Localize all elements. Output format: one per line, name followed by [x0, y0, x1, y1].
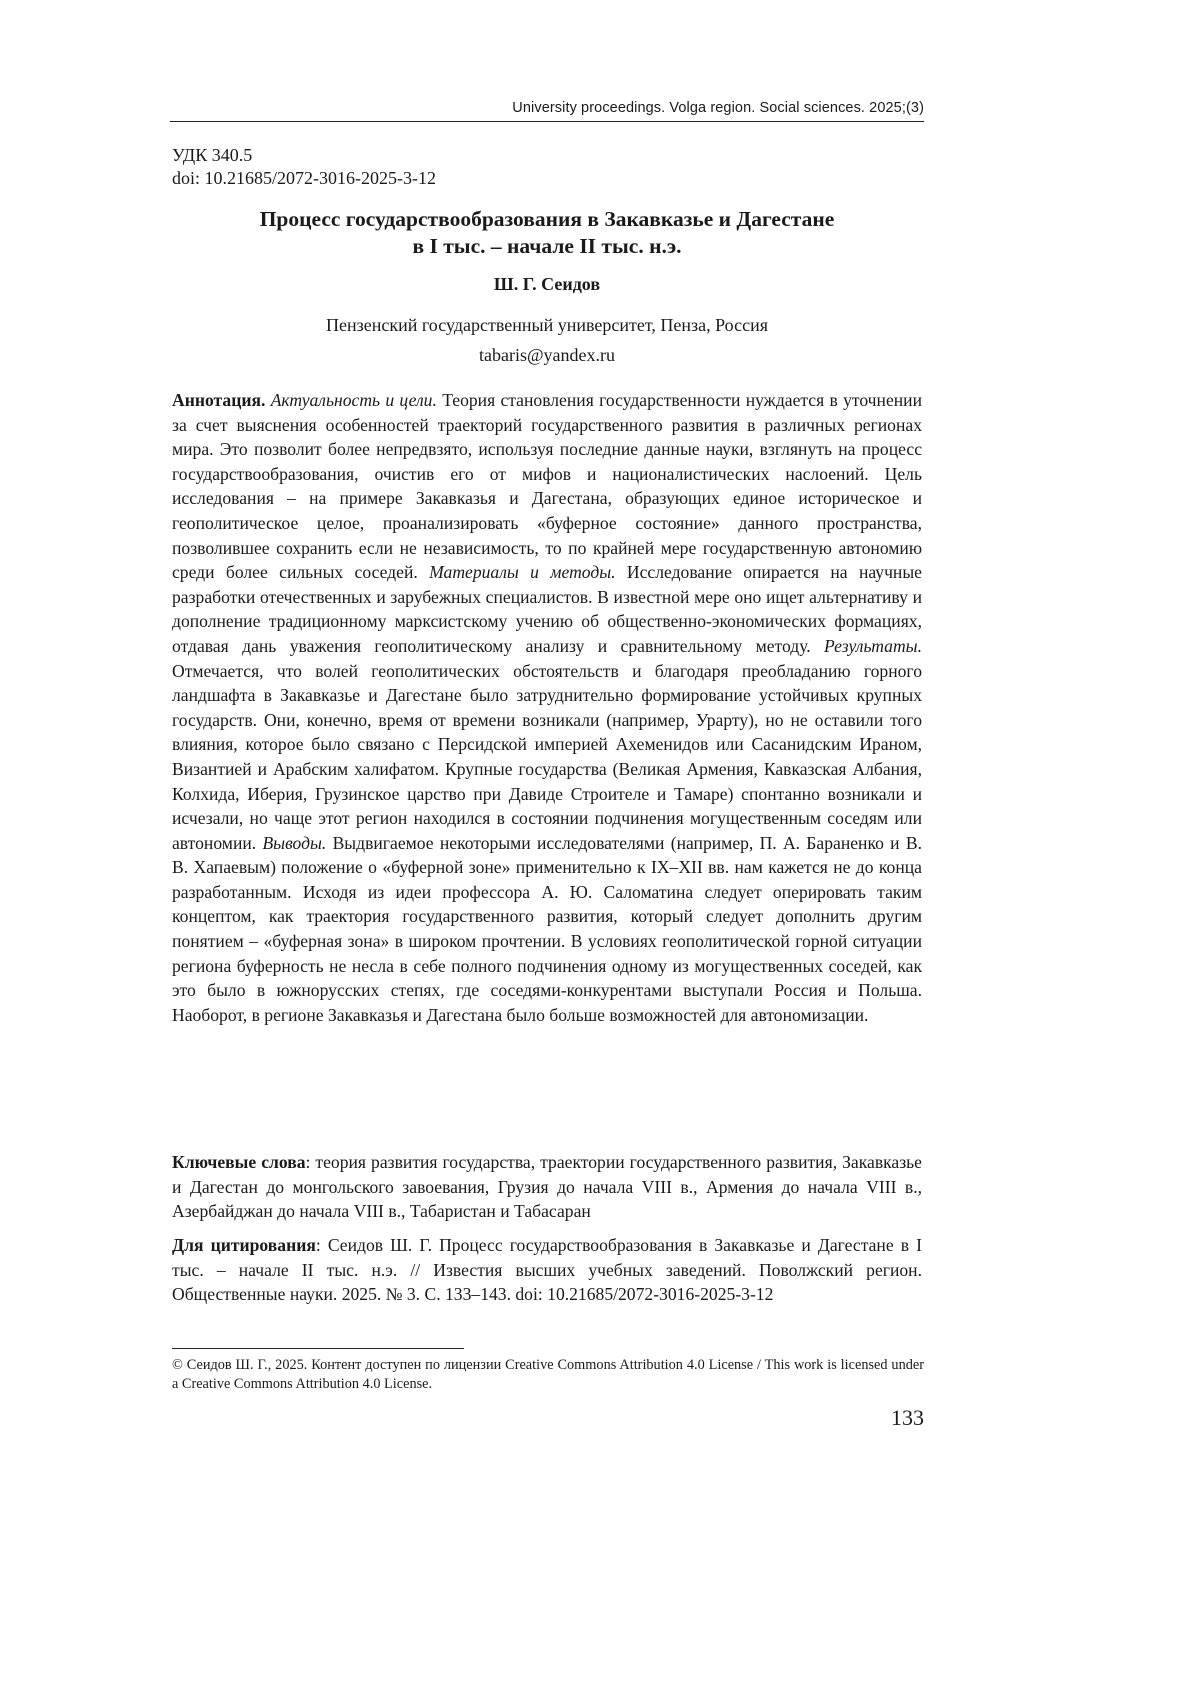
keywords [172, 1150, 922, 1224]
author-info [170, 310, 924, 370]
author-email: tabaris@yandex.ru [478, 345, 616, 365]
running-header: University proceedings. Volga region. Social sciences. 2025;(3) [170, 100, 924, 122]
title-line-2: в I тыс. – начале II тыс. н.э. [412, 234, 682, 258]
page-number: 133 [891, 1405, 924, 1430]
title-line-1: Процесс государствообразования в Закавказье и Дагестане [259, 207, 835, 231]
affiliation: Пензенский государственный университет, Пенза, Россия [326, 315, 768, 335]
abstract-conclusions-label: Выводы. [262, 832, 327, 853]
keywords-text: : теория развития государства, траектории государственного развития, Закавказье и Дагестан до монгольского завоевания, Грузия до начала VIII в., Армения до начала VIII в., Азербайджан до начала VIII в., Табаристан и Табасаран [172, 1152, 922, 1222]
citation [172, 1233, 922, 1307]
citation-text: : Сеидов Ш. Г. Процесс государствообразования в Закавказье и Дагестане в I тыс. – начале II тыс. н.э. // Известия высших учебных заведений. Поволжский регион. Общественные науки. 2025. № 3. С. 133–143. doi: 10.21685/2072-3016-2025-3-12 [172, 1235, 922, 1305]
article-meta [172, 144, 436, 190]
abstract-results-label: Результаты. [824, 635, 922, 656]
keywords-label: Ключевые слова [172, 1152, 306, 1172]
abstract-conclusions-text: Выдвигаемое некоторыми исследователями (например, П. А. Бараненко и В. В. Хапаевым) положение о «буферной зоне» применительно к IX–XII вв. нам кажется не до конца разработанным. Исходя из идеи профессора А. Ю. Саломатина следует оперировать таким концептом, как траектория государственного развития, который следует дополнить другим понятием – «буферная зона» в широком прочтении. В условиях геополитической горной ситуации региона буферность не несла в себе полного подчинения одному из могущественных соседей, как это было в южнорусских степях, где соседями-конкурентами выступали Россия и Польша. Наоборот, в регионе Закавказья и Дагестана было больше возможностей для автономизации. [172, 832, 922, 1025]
abstract-methods-label: Материалы и методы. [429, 562, 616, 583]
abstract-methods-text: Исследование опирается на научные разработки отечественных и зарубежных специалистов. В известной мере оно ищет альтернативу и дополнение традиционному марксистскому учению об общественно-экономических формациях, отдавая дань уважения геополитическому анализу и сравнительному методу. [172, 562, 922, 656]
abstract-relevance-label: Актуальность и цели. [270, 390, 437, 410]
abstract-relevance-text: Теория становления государственности нуждается в уточнении за счет выяснения особенностей траекторий государственного развития в различных регионах мира. Это позволит более непредвзято, используя последние данные науки, взглянуть на процесс государствообразования, очистив его от мифов и националистических наслоений. Цель исследования – на примере Закавказья и Дагестана, образующих единое историческое и геополитическое целое, проанализировать «буферное состояние» данного пространства, позволившее сохранить если не независимость, то по крайней мере государственную автономию среди более сильных соседей. [172, 390, 922, 583]
doi: doi: 10.21685/2072-3016-2025-3-12 [172, 168, 436, 188]
author-name: Ш. Г. Сеидов [493, 274, 601, 294]
abstract [172, 388, 922, 1027]
abstract-results-text: Отмечается, что волей геополитических обстоятельств и благодаря преобладанию горного ландшафта в Закавказье и Дагестане было затруднительно формирование устойчивых крупных государств. Они, конечно, время от времени возникали (например, Урарту), но не оставили того влияния, которое было связано с Персидской империей Ахеменидов или Сасанидским Ираном, Византией и Арабским халифатом. Крупные государства (Великая Армения, Кавказская Албания, Колхида, Иберия, Грузинское царство при Давиде Строителе и Тамаре) спонтанно возникали и исчезали, но чаще этот регион находился в состоянии подчинения могущественным соседям или автономии. [172, 660, 922, 853]
license-footnote: © Сеидов Ш. Г., 2025. Контент доступен по лицензии Creative Commons Attribution 4.0 License / This work is licensed under a Creative Commons Attribution 4.0 License. [172, 1357, 924, 1392]
abstract-label: Аннотация. [172, 390, 266, 410]
udk-code: УДК 340.5 [172, 145, 253, 165]
footnote-divider [172, 1348, 464, 1349]
citation-label: Для цитирования [172, 1235, 316, 1255]
article-title [170, 206, 924, 260]
